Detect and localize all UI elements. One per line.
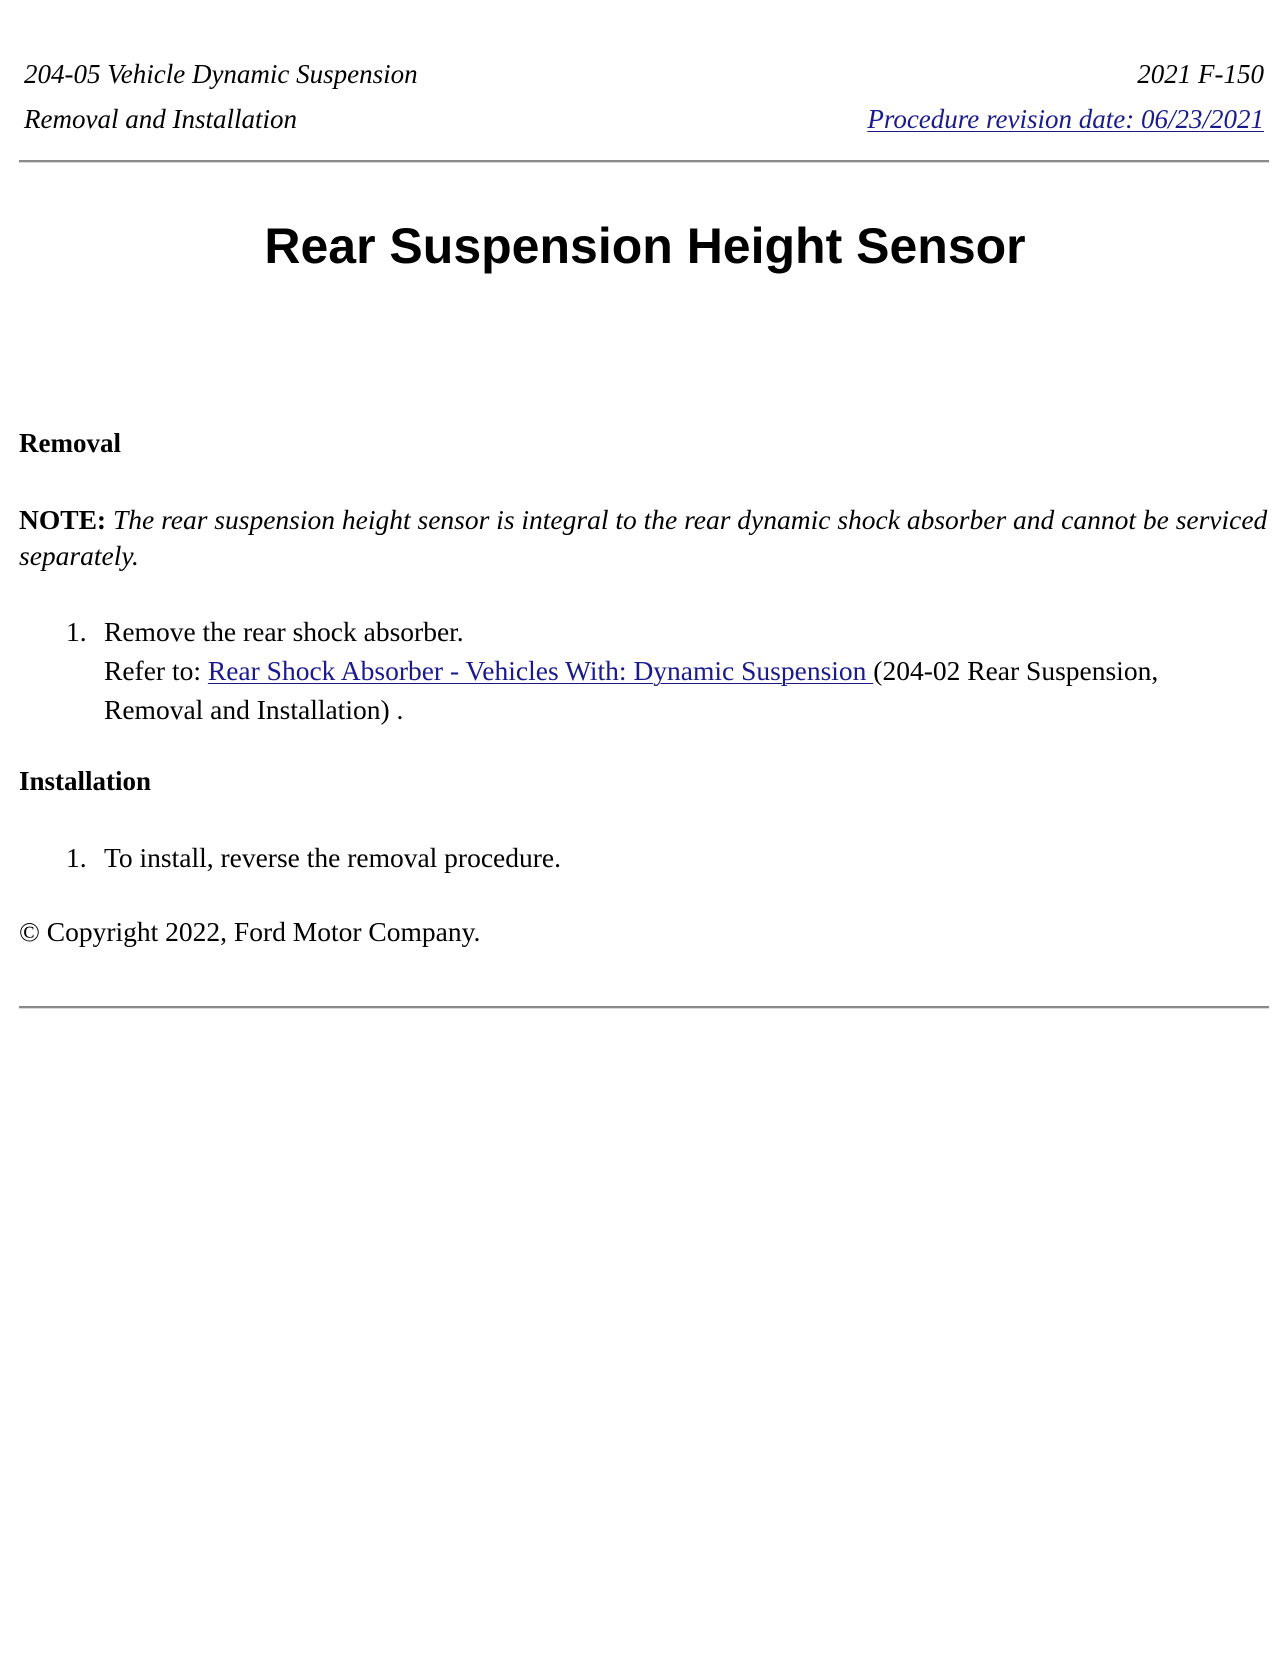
top-divider bbox=[19, 160, 1269, 163]
refer-suffix: (204-02 Rear Suspension, Removal and Installation) . bbox=[104, 655, 1159, 725]
step-text: To install, reverse the removal procedure. bbox=[104, 842, 561, 873]
header-revision-date bbox=[867, 103, 1264, 135]
page-title: Rear Suspension Height Sensor bbox=[264, 218, 1026, 274]
removal-heading: Removal bbox=[19, 428, 121, 458]
rear-shock-absorber-link[interactable]: Rear Shock Absorber - Vehicles With: Dynamic Suspension bbox=[207, 655, 874, 686]
header-section-name: 204-05 Vehicle Dynamic Suspension bbox=[24, 59, 418, 89]
installation-heading: Installation bbox=[19, 766, 152, 796]
revision-date-link[interactable]: Procedure revision date: 06/23/2021 bbox=[867, 104, 1264, 134]
refer-prefix: Refer to: bbox=[104, 655, 208, 686]
note-label: NOTE: bbox=[19, 504, 107, 535]
step-reference bbox=[104, 651, 1254, 729]
header-vehicle: 2021 F-150 bbox=[1137, 59, 1264, 89]
bottom-divider bbox=[19, 1006, 1269, 1009]
copyright-notice: © Copyright 2022, Ford Motor Company. bbox=[19, 916, 481, 947]
step-number: 1. bbox=[66, 842, 87, 873]
step-text: Remove the rear shock absorber. bbox=[104, 616, 464, 647]
step-number: 1. bbox=[66, 616, 87, 647]
note-text: The rear suspension height sensor is integral to the rear dynamic shock absorber and cannot be serviced separately. bbox=[19, 504, 1268, 571]
header-procedure-type: Removal and Installation bbox=[24, 104, 297, 134]
step-body bbox=[104, 612, 1254, 729]
removal-note bbox=[19, 502, 1269, 574]
step-body bbox=[104, 838, 1254, 877]
